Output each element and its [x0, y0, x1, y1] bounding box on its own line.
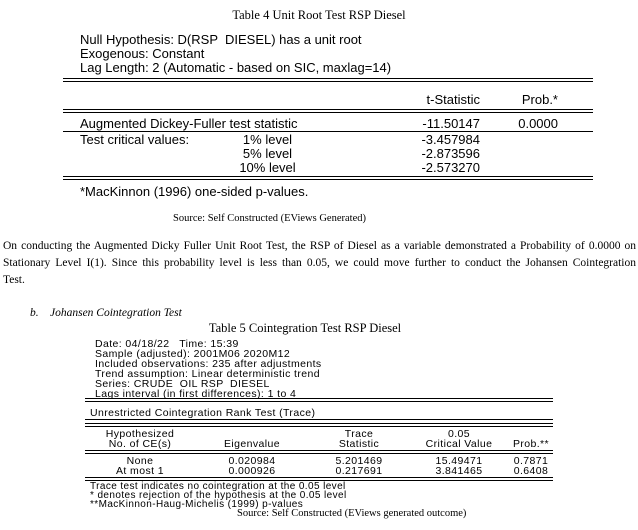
section-b-title: Johansen Cointegration Test	[50, 307, 182, 319]
table5-cell-prob: 0.7871	[513, 455, 549, 467]
table4-critical-value-row	[63, 161, 593, 175]
table5-source: Source: Self Constructed (EViews generated outcome)	[237, 508, 467, 519]
double-rule	[63, 78, 593, 82]
table4-critical-value-row	[63, 133, 593, 147]
table5-footnote-rejection: * denotes rejection of the hypothesis at the 0.05 level	[90, 490, 347, 501]
table5-footnote-mackinnon: **MacKinnon-Haug-Michelis (1999) p-values	[90, 499, 304, 510]
table5-trend-assumption: Trend assumption: Linear deterministic trend	[95, 368, 320, 380]
table5-header-no-of-ces: No. of CE(s)	[108, 438, 172, 450]
section-b-marker: b.	[30, 307, 39, 319]
table4-lag-length: Lag Length: 2 (Automatic - based on SIC, maxlag=14)	[80, 60, 392, 75]
table5-cell-prob: 0.6408	[513, 465, 549, 477]
table5-series: Series: CRUDE OIL RSP DIESEL	[95, 378, 270, 390]
table4-level-1pct: 1% level	[242, 132, 293, 147]
table5-rank-test-title: Unrestricted Cointegration Rank Test (Trace)	[85, 407, 553, 420]
table4-empty-cell	[480, 147, 558, 161]
table4-critical-values-label: Test critical values:	[80, 132, 190, 147]
double-rule	[85, 450, 553, 454]
table4-empty-cell	[80, 147, 210, 161]
table4-empty-cell	[480, 161, 558, 175]
table4-exogenous: Exogenous: Constant	[80, 46, 205, 61]
table5-header-eigenvalue: Eigenvalue	[224, 438, 280, 450]
table5-header-005: 0.05	[447, 428, 471, 440]
table4-header-t-statistic: t-Statistic	[426, 92, 480, 107]
table5-cointegration-test	[85, 337, 553, 515]
table4-value-1pct: -3.457984	[421, 132, 480, 147]
table5-date-time: Date: 04/18/22 Time: 15:39	[95, 338, 239, 350]
table5-cell-trace-statistic: 5.201469	[335, 455, 383, 467]
table4-value-10pct: -2.573270	[421, 160, 480, 175]
table5-header-hypothesized: Hypothesized	[105, 428, 175, 440]
commentary-line: Stationary Level I(1). Since this probability level is less than 0.05, we could move further to conduct the Johansen Cointegration	[3, 257, 636, 269]
table4-empty-cell	[480, 133, 558, 147]
table4-title: Table 4 Unit Root Test RSP Diesel	[232, 8, 406, 22]
commentary-line: On conducting the Augmented Dicky Fuller Unit Root Test, the RSP of Diesel as a variable demonstrated a Probability of 0.0000 on	[3, 240, 636, 252]
table4-adf-test	[63, 33, 593, 205]
table4-null-hypothesis: Null Hypothesis: D(RSP DIESEL) has a unit root	[80, 32, 362, 47]
table4-column-header-row	[63, 93, 593, 107]
table5-cell-hypothesized: None	[126, 455, 154, 467]
table5-header-trace: Trace	[344, 428, 374, 440]
table5-included-observations: Included observations: 235 after adjustments	[95, 358, 322, 370]
table5-cell-hypothesized: At most 1	[116, 465, 164, 477]
table5-title: Table 5 Cointegration Test RSP Diesel	[208, 321, 402, 335]
table5-lags-interval: Lags interval (in first differences): 1 to 4	[95, 388, 297, 400]
table5-header-critical-value: Critical Value	[425, 438, 493, 450]
table4-adf-row	[63, 117, 593, 132]
table4-info-block	[63, 33, 593, 75]
commentary-paragraph	[3, 238, 636, 289]
table4-header-prob: Prob.*	[521, 92, 558, 107]
table4-critical-value-row	[63, 147, 593, 161]
table4-adf-prob: 0.0000	[518, 116, 558, 131]
table4-value-5pct: -2.873596	[421, 146, 480, 161]
commentary-line: Test.	[3, 274, 25, 286]
table4-adf-t-statistic: -11.50147	[422, 116, 480, 131]
table5-header-row-2	[85, 439, 553, 449]
double-rule	[63, 176, 593, 180]
table5-header-prob: Prob.**	[512, 438, 550, 450]
table5-cell-eigenvalue: 0.020984	[228, 455, 276, 467]
table5-footnotes	[85, 482, 347, 509]
table5-sample: Sample (adjusted): 2001M06 2020M12	[95, 348, 291, 360]
table4-empty-cell	[80, 161, 210, 175]
table5-cell-trace-statistic: 0.217691	[335, 465, 383, 477]
table4-level-5pct: 5% level	[242, 146, 293, 161]
table4-footnote: *MacKinnon (1996) one-sided p-values.	[80, 184, 309, 199]
table4-adf-label: Augmented Dickey-Fuller test statistic	[80, 116, 298, 131]
table4-source: Source: Self Constructed (EViews Generated)	[173, 213, 366, 224]
table4-header-spacer	[80, 93, 325, 107]
table5-header-statistic: Statistic	[338, 438, 380, 450]
table5-cell-eigenvalue: 0.000926	[228, 465, 276, 477]
table5-cell-critical-value: 3.841465	[435, 465, 483, 477]
table5-info-block	[85, 339, 322, 399]
double-rule	[85, 423, 553, 427]
double-rule	[63, 109, 593, 113]
table5-footnote-trace: Trace test indicates no cointegration at the 0.05 level	[90, 481, 346, 492]
table5-cell-critical-value: 15.49471	[435, 455, 483, 467]
double-rule	[85, 398, 553, 402]
table4-level-10pct: 10% level	[239, 160, 296, 175]
table5-data-row-at-most-1	[85, 466, 553, 476]
